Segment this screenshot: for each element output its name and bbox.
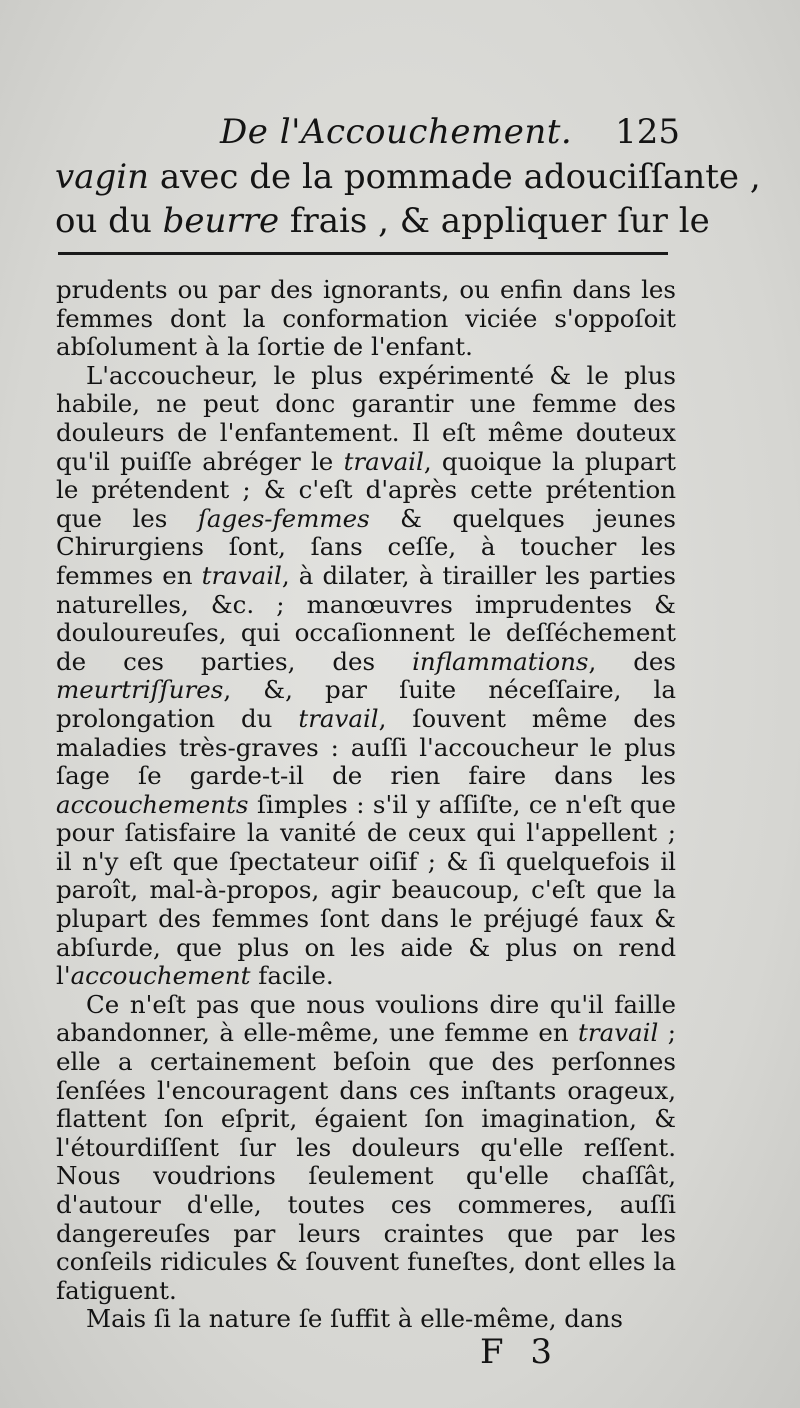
italic-term: accouchement bbox=[70, 961, 251, 991]
paragraph-text: ; elle a certainement beſoin que des perſonnes ſenſées l'encouragent dans ces inſtants orageux, flattent ſon eſprit, égaient ſon imagination, & l'étourdiſſent ſur les douleurs qu'elle reſſent. Nous voudrions ſeulement qu'elle chaſſât, d'autour d'elle, toutes ces commeres, auſſi dangereuſes par leurs craintes que par les conſeils ridicules & ſouvent funeſtes, dont elles la fatiguent. bbox=[56, 1018, 676, 1305]
page-number: 125 bbox=[615, 112, 680, 152]
paragraph-text: L'accoucheur, le plus expérimenté & le plus habile, ne peut donc garantir une femme des douleurs de l'enfantement. Il eſt même douteux qu'il puiſſe abréger le bbox=[56, 360, 676, 476]
italic-term: accouchements bbox=[56, 789, 249, 819]
paragraph-text: Mais ſi la nature ſe ſuffit à elle-même, dans bbox=[86, 1304, 623, 1334]
overlap-line-1-italic: vagin bbox=[55, 157, 150, 197]
italic-term: inflammations bbox=[412, 646, 589, 676]
overlap-line-2-text-a: ou du bbox=[55, 201, 163, 241]
paragraph bbox=[56, 276, 676, 362]
paragraph-text: ſimples : s'il y aſſiſte, ce n'eſt que pour ſatisfaire la vanité de ceux qui l'appellent ; il n'y eſt que ſpectateur oiſif ; & ſi quelquefois il paroît, mal-à-propos, agir beaucoup, c'eſt que la plupart des femmes ſont dans le préjugé faux & abſurde, que plus on les aide & plus on rend l' bbox=[56, 789, 676, 991]
paragraph-text: , à dilater, à tirailler les parties naturelles, &c. ; manœuvres imprudentes & douloureuſes, qui occaſionnent le deſſéchement de ces parties, des bbox=[56, 560, 676, 676]
paragraph bbox=[56, 362, 676, 991]
paragraph-text: facile. bbox=[250, 961, 334, 991]
page-header bbox=[60, 108, 680, 158]
body-text bbox=[56, 276, 676, 1334]
running-title: De l'Accouchement. bbox=[220, 112, 573, 152]
italic-term: travail bbox=[298, 703, 379, 733]
paragraph-text: , quoique la plupart le prétendent ; & c'eſt d'après cette prétention que les bbox=[56, 446, 677, 533]
signature-mark: F 3 bbox=[480, 1332, 561, 1372]
italic-term: travail bbox=[343, 446, 424, 476]
paragraph-text: Ce n'eſt pas que nous voulions dire qu'il faille abandonner, à elle-même, une femme en bbox=[56, 989, 676, 1048]
italic-term: travail bbox=[578, 1018, 659, 1048]
paragraph-text: , &, par ſuite néceſſaire, la prolongation du bbox=[56, 675, 676, 733]
paragraph-text: prudents ou par des ignorants, ou enfin dans les femmes dont la conformation viciée s'oppoſoit abſolument à la ſortie de l'enfant. bbox=[56, 275, 676, 362]
paragraph-text: , des bbox=[588, 646, 676, 676]
paragraph bbox=[56, 1305, 676, 1334]
italic-term: meurtriſſures bbox=[56, 675, 224, 705]
overlap-line-2 bbox=[55, 199, 710, 243]
paragraph-text: & quelques jeunes Chirurgiens ſont, ſans ceſſe, à toucher les femmes en bbox=[56, 503, 677, 590]
overlap-line-1-text: avec de la pommade adouciſſante , bbox=[149, 157, 761, 197]
overlap-line-2-text-b: frais , & appliquer ſur le bbox=[279, 201, 710, 241]
overlap-line-1 bbox=[55, 155, 761, 199]
paragraph bbox=[56, 991, 676, 1306]
horizontal-rule bbox=[58, 252, 668, 255]
overlap-line-2-italic: beurre bbox=[162, 201, 280, 241]
italic-term: travail bbox=[201, 560, 282, 590]
italic-term: ſages-femmes bbox=[197, 503, 370, 533]
paragraph-text: , ſouvent même des maladies très-graves : auſſi l'accoucheur le plus ſage ſe garde-t-il de rien faire dans les bbox=[56, 703, 676, 791]
overlapping-lines bbox=[55, 155, 761, 243]
